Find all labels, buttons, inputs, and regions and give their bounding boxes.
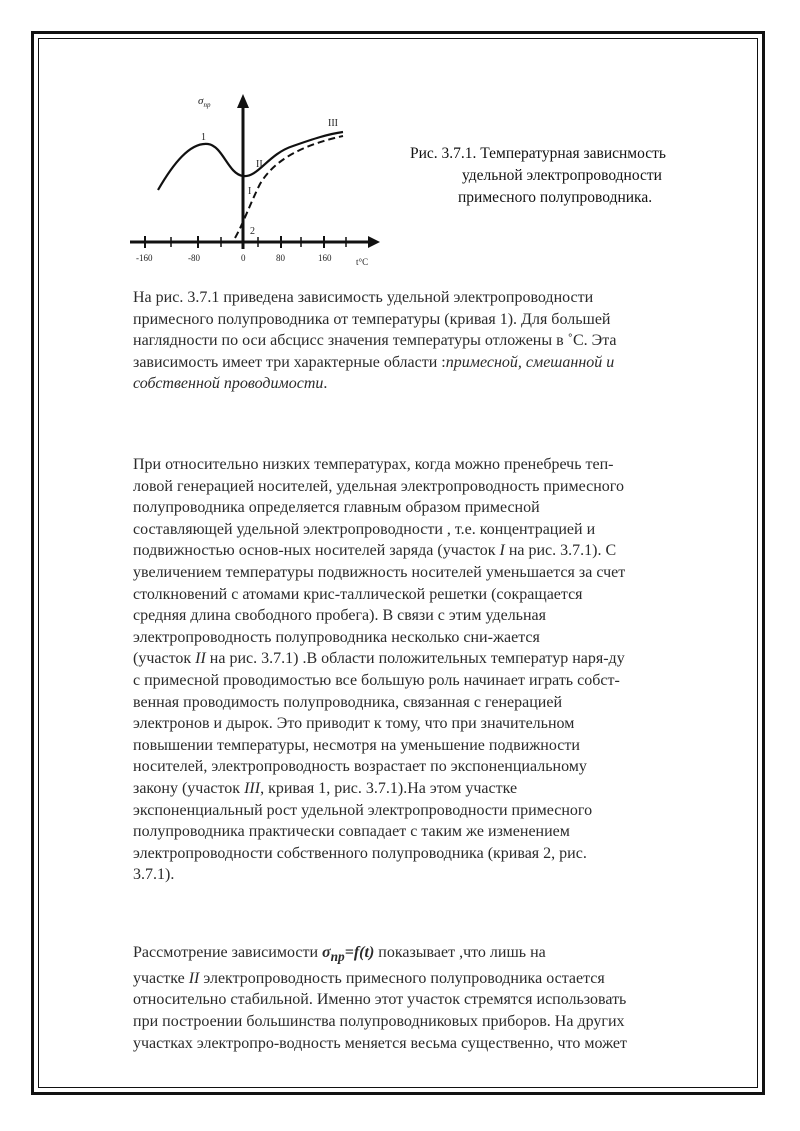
text-line bbox=[133, 373, 733, 395]
text-line bbox=[133, 352, 733, 374]
x-axis-label: t°C bbox=[356, 257, 369, 267]
text-line: увеличением температуры подвижность носителей уменьшается за счет bbox=[133, 563, 626, 581]
formula-function: =f(t) bbox=[344, 944, 375, 961]
curve-label-1: 1 bbox=[201, 132, 206, 143]
text-line bbox=[133, 540, 733, 562]
text-line: столкновений с атомами крис-таллической решетки (сокращается bbox=[133, 585, 583, 603]
figure-3-7-1 bbox=[128, 84, 388, 274]
text-line: с примесной проводимостью все большую роль начинает играть собст- bbox=[133, 671, 620, 689]
text-line: наглядности по оси абсцисс значения температуры отложены в ˚С. Эта bbox=[133, 332, 617, 350]
text-line: 3.7.1). bbox=[133, 866, 175, 884]
text-span: Рассмотрение зависимости bbox=[133, 944, 323, 961]
text-line: примесного полупроводника от температуры (кривая 1). Для большей bbox=[133, 310, 611, 328]
text-span: закону (участок bbox=[133, 779, 245, 797]
text-line bbox=[133, 648, 733, 670]
text-span: показывает ,что лишь на bbox=[374, 944, 546, 961]
tick-label: 80 bbox=[276, 253, 285, 263]
paragraph-conclusion bbox=[133, 942, 733, 1054]
text-line: электропроводность полупроводника несколько сни-жается bbox=[133, 628, 540, 646]
italic-span: II bbox=[195, 650, 206, 668]
tick-label: 160 bbox=[318, 253, 332, 263]
text-line: носителей, электропроводность возрастает по экспоненциальному bbox=[133, 758, 587, 776]
paragraph-intro bbox=[133, 287, 733, 395]
figure-caption bbox=[400, 143, 740, 209]
caption-line: удельной электропроводности bbox=[462, 167, 662, 184]
text-line: электропроводности собственного полупроводника (кривая 2, рис. bbox=[133, 844, 587, 862]
text-line: составляющей удельной электропроводности , т.е. концентрацией и bbox=[133, 520, 596, 538]
italic-span: примесной, смешанной и bbox=[445, 353, 615, 371]
text-line: полупроводника практически совпадает с таким же изменением bbox=[133, 823, 570, 841]
text-line: венная проводимость полупроводника, связанная с генерацией bbox=[133, 693, 563, 711]
italic-span: II bbox=[188, 969, 200, 987]
text-line: при построении большинства полупроводниковых приборов. На других bbox=[133, 1012, 625, 1030]
conductivity-graph bbox=[128, 84, 388, 274]
text-line: полупроводника определяется главным образом примесной bbox=[133, 499, 540, 517]
caption-line: примесного полупроводника. bbox=[458, 189, 653, 206]
text-line: средняя длина свободного пробега). В связи с этим удельная bbox=[133, 607, 546, 625]
text-span: электропроводность примесного полупроводника остается bbox=[199, 969, 605, 987]
curve-label-II: II bbox=[256, 159, 263, 170]
text-span: подвижностью основ-ных носителей заряда (участок bbox=[133, 542, 500, 560]
paragraph-low-temperature bbox=[133, 454, 733, 886]
text-line: повышении температуры, несмотря на уменьшение подвижности bbox=[133, 736, 580, 754]
y-axis-arrow bbox=[237, 94, 249, 108]
text-span: (участок bbox=[133, 650, 196, 668]
text-line: ловой генерацией носителей, удельная электропроводность примесного bbox=[133, 477, 624, 495]
x-axis-arrow bbox=[368, 236, 380, 248]
formula-sigma: σ bbox=[322, 944, 331, 961]
caption-line: Рис. 3.7.1. Температурная зависнмость bbox=[410, 145, 666, 162]
italic-span: I bbox=[499, 542, 505, 560]
curve-label-III: III bbox=[328, 118, 338, 129]
text-span: участке bbox=[133, 969, 189, 987]
text-line: экспоненциальный рост удельной электропроводности примесного bbox=[133, 801, 593, 819]
italic-span: собственной проводимости bbox=[133, 375, 324, 393]
text-span: , кривая 1, рис. 3.7.1).На этом участке bbox=[260, 779, 518, 797]
text-line: участках электропро-водность меняется весьма существенно, что может bbox=[133, 1034, 628, 1052]
text-line: На рис. 3.7.1 приведена зависимость удельной электропроводности bbox=[133, 289, 594, 306]
text-line bbox=[133, 778, 733, 800]
formula-subscript: пр bbox=[330, 949, 345, 965]
curve-label-I: I bbox=[248, 186, 252, 197]
text-line: При относительно низких температурах, когда можно пренебречь теп- bbox=[133, 456, 614, 473]
y-axis-label: $\sigma_{пр}$ bbox=[198, 95, 211, 109]
tick-label: -80 bbox=[188, 253, 200, 263]
text-line: относительно стабильной. Именно этот участок стремятся использовать bbox=[133, 991, 627, 1009]
italic-span: III bbox=[244, 779, 261, 797]
curve-1-solid bbox=[158, 132, 343, 190]
text-line: электронов и дырок. Это приводит к тому, что при значительном bbox=[133, 715, 575, 733]
text-line bbox=[133, 942, 733, 968]
text-span: . bbox=[323, 375, 328, 393]
text-span: зависимость имеет три характерные области : bbox=[133, 353, 446, 371]
text-span: на рис. 3.7.1). С bbox=[504, 542, 617, 560]
text-span: на рис. 3.7.1) .В области положительных температур наря-ду bbox=[205, 650, 625, 668]
text-line bbox=[133, 968, 733, 990]
tick-label: -160 bbox=[136, 253, 153, 263]
tick-label: 0 bbox=[241, 253, 246, 263]
curve-label-2: 2 bbox=[250, 226, 255, 237]
